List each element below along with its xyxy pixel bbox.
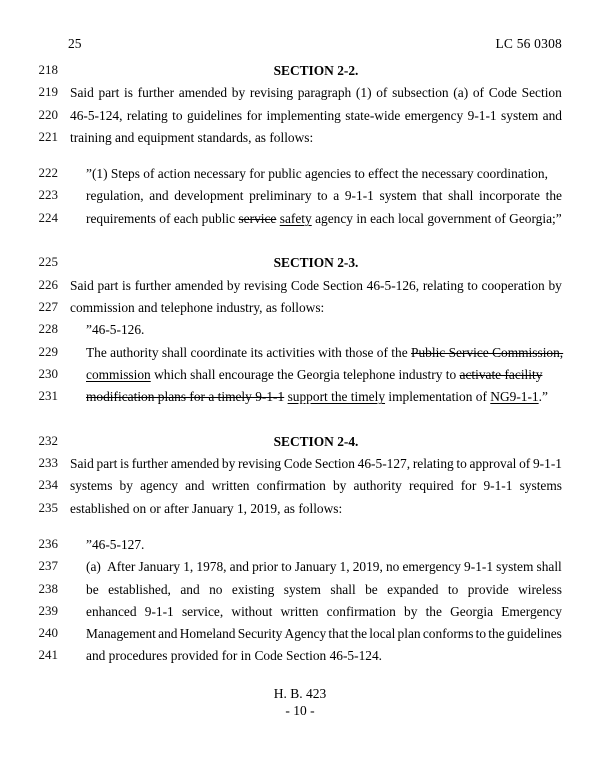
text-word: enhanced <box>86 603 137 619</box>
document-line <box>0 344 600 366</box>
document-line <box>0 254 600 276</box>
inserted-text: commission <box>86 366 151 382</box>
line-number: 234 <box>38 477 58 493</box>
text-word: further <box>137 85 175 101</box>
line-text <box>70 129 562 147</box>
document-line <box>0 321 600 343</box>
text-word: emergency <box>404 107 464 123</box>
text-word: revising <box>243 277 288 293</box>
text-word: 9-1-1 <box>464 559 494 575</box>
text-word: systems <box>70 478 113 494</box>
line-text <box>86 344 562 362</box>
text-word: the <box>545 188 562 204</box>
text-run: requirements of each public <box>86 210 239 226</box>
text-word: to <box>447 581 459 597</box>
text-word: no <box>209 581 223 597</box>
document-line <box>0 558 600 580</box>
line-text <box>86 321 562 339</box>
text-word: January <box>138 559 181 575</box>
text-word: of <box>519 456 531 472</box>
line-number: 222 <box>38 165 58 181</box>
text-word: 46-5-127, <box>357 456 411 472</box>
line-text <box>86 581 562 599</box>
text-word: guidelines <box>506 626 562 642</box>
document-line <box>0 107 600 129</box>
text-word: shall <box>330 581 356 597</box>
text-word: revising <box>237 456 282 472</box>
line-number: 231 <box>38 388 58 404</box>
line-number: 227 <box>38 298 58 314</box>
text-word: the <box>425 603 442 619</box>
text-word: relating <box>126 107 168 123</box>
text-word: After <box>107 559 136 575</box>
text-word: by <box>221 456 236 472</box>
line-spacer <box>0 151 600 165</box>
document-line <box>0 500 600 522</box>
text-run: ˮ46-5-127. <box>86 536 145 552</box>
document-line <box>0 366 600 388</box>
text-word: to <box>317 188 328 204</box>
text-word: cooperation <box>481 277 545 293</box>
text-word: for <box>460 478 477 494</box>
text-word: 46-5-126, <box>366 277 420 293</box>
text-word: is <box>120 456 129 472</box>
text-run: agency in each local government of Georgia;ˮ <box>311 210 562 226</box>
text-word: 9-1-1 <box>144 603 174 619</box>
text-word: part <box>96 456 118 472</box>
document-line <box>0 625 600 647</box>
text-word: prior <box>252 559 279 575</box>
text-word: local <box>369 626 396 642</box>
text-word: Georgia <box>450 603 494 619</box>
text-word: to <box>281 559 292 575</box>
text-word: Said <box>70 456 94 472</box>
text-word: 9-1-1 <box>467 107 497 123</box>
text-word: system <box>379 188 417 204</box>
line-number: 235 <box>38 499 58 515</box>
text-word: guidelines <box>187 107 243 123</box>
text-word: amended <box>174 277 224 293</box>
text-word: incorporate <box>479 188 540 204</box>
text-word: relating <box>422 277 464 293</box>
text-word: be <box>365 581 378 597</box>
line-text <box>86 647 562 665</box>
line-spacer <box>0 232 600 254</box>
header-document-code: LC 56 0308 <box>495 36 562 51</box>
footer-bill-number: H. B. 423 <box>273 686 327 701</box>
text-run: commission and telephone industry, as follows: <box>70 299 325 315</box>
section-heading <box>70 62 562 80</box>
text-word: Code <box>283 456 313 472</box>
text-word: service, <box>181 603 224 619</box>
text-word: no <box>385 559 400 575</box>
text-run: ˮ46-5-126. <box>86 322 145 338</box>
line-spacer <box>0 410 600 432</box>
footer-page-label: - 10 - <box>285 703 315 718</box>
document-line <box>0 647 600 669</box>
text-word: Said <box>70 277 94 293</box>
document-line <box>0 129 600 151</box>
line-text <box>86 366 562 384</box>
inserted-text: NG9-1-1 <box>490 389 539 405</box>
text-word: revising <box>249 85 294 101</box>
text-word: Security <box>237 626 283 642</box>
text-word: emergency <box>402 559 461 575</box>
text-word: wireless <box>518 581 562 597</box>
section-heading <box>70 433 562 451</box>
text-word: amended <box>170 456 220 472</box>
text-word: be <box>86 581 99 597</box>
text-run: implementation of <box>385 389 491 405</box>
text-word: Code <box>488 85 517 101</box>
line-number: 236 <box>38 535 58 551</box>
line-number: 219 <box>38 84 58 100</box>
text-word: 1, <box>183 559 194 575</box>
text-word: Emergency <box>501 603 562 619</box>
document-line <box>0 388 600 410</box>
text-word: of <box>376 85 388 101</box>
line-number: 226 <box>38 276 58 292</box>
text-word: established, <box>108 581 171 597</box>
text-word: 2019, <box>352 559 383 575</box>
line-number: 241 <box>38 647 58 663</box>
text-word: system <box>496 559 534 575</box>
text-word: of <box>472 85 485 101</box>
line-text <box>86 210 562 228</box>
text-word: January <box>294 559 337 575</box>
text-word: relating <box>412 456 454 472</box>
line-number: 229 <box>38 343 58 359</box>
line-number: 221 <box>38 128 58 144</box>
text-word: Homeland <box>179 626 236 642</box>
text-word: paragraph <box>297 85 352 101</box>
text-word: required <box>408 478 454 494</box>
text-word: 1978, <box>196 559 227 575</box>
text-word: 46-5-124, <box>70 107 123 123</box>
text-word: by <box>332 478 347 494</box>
text-word: confirmation <box>256 478 326 494</box>
text-word: confirmation <box>326 603 396 619</box>
text-run: established on or after January 1, 2019, as follows: <box>70 500 343 516</box>
text-word: systems <box>519 478 562 494</box>
text-word: by <box>548 277 562 293</box>
text-word: by <box>231 85 246 101</box>
struck-text: service <box>238 210 277 226</box>
text-word: without <box>231 603 273 619</box>
text-word: plan <box>397 626 421 642</box>
text-word: agency <box>140 478 178 494</box>
line-text <box>86 187 562 205</box>
text-run: SECTION 2-2. <box>273 63 359 78</box>
line-text <box>70 455 562 473</box>
document-line <box>0 165 600 187</box>
line-number: 240 <box>38 625 58 641</box>
text-run: .ˮ <box>538 389 548 405</box>
text-word: regulation, <box>86 188 144 204</box>
document-line <box>0 277 600 299</box>
document-line <box>0 62 600 84</box>
text-word: approval <box>469 456 517 472</box>
section-heading <box>70 254 562 272</box>
text-run: which shall encourage the Georgia telephone industry to <box>150 366 460 382</box>
document-line <box>0 84 600 106</box>
line-number: 237 <box>38 558 58 574</box>
inserted-text: support the timely <box>287 389 386 405</box>
text-word: that <box>328 626 349 642</box>
text-word: preliminary <box>249 188 312 204</box>
line-text <box>70 299 562 317</box>
line-text <box>70 107 562 125</box>
text-run: SECTION 2-4. <box>273 433 359 449</box>
struck-text: modification plans for a timely 9-1-1 <box>86 389 285 405</box>
document-body <box>0 62 600 670</box>
text-run: SECTION 2-3. <box>273 255 359 271</box>
line-number: 224 <box>38 209 58 225</box>
line-number: 225 <box>38 254 58 270</box>
line-text <box>86 558 562 576</box>
line-number: 218 <box>38 62 58 77</box>
text-word: expanded <box>387 581 439 597</box>
text-word: state-wide <box>345 107 401 123</box>
text-word: (a) <box>86 559 101 575</box>
header-page-number: 25 <box>68 36 82 51</box>
line-number: 233 <box>38 455 58 471</box>
text-word: conforms <box>422 626 474 642</box>
text-word: Section <box>322 277 363 293</box>
line-number: 239 <box>38 602 58 618</box>
text-word: and <box>158 626 178 642</box>
text-word: and <box>229 559 249 575</box>
struck-text: Public Service Commission, <box>411 344 564 360</box>
text-word: system <box>501 107 539 123</box>
text-word: existing <box>231 581 275 597</box>
document-line <box>0 187 600 209</box>
text-run: training and equipment standards, as follows: <box>70 129 314 145</box>
text-word: Section <box>521 85 562 101</box>
text-word: further <box>131 456 169 472</box>
document-line <box>0 603 600 625</box>
text-word: is <box>124 85 133 101</box>
line-text <box>70 500 562 518</box>
text-word: is <box>122 277 131 293</box>
line-text <box>70 277 562 295</box>
line-text <box>86 165 562 183</box>
text-word: the <box>350 626 368 642</box>
text-word: shall <box>448 188 474 204</box>
text-word: Management <box>86 626 156 642</box>
text-word: part <box>98 85 120 101</box>
line-number: 223 <box>38 187 58 203</box>
text-word: to <box>172 107 183 123</box>
text-word: further <box>134 277 172 293</box>
text-word: and <box>542 107 562 123</box>
page-header <box>0 36 600 56</box>
text-run: and procedures provided for in Code Section 46-5-124. <box>86 648 383 664</box>
text-word: implementing <box>266 107 341 123</box>
line-text <box>86 625 562 643</box>
text-word: Said <box>70 85 94 101</box>
text-word: (1) <box>355 85 372 101</box>
struck-text: activate facility <box>459 366 543 382</box>
text-word: 9-1-1 <box>483 478 513 494</box>
line-text <box>70 477 562 495</box>
text-word: development <box>174 188 244 204</box>
text-word: 9-1-1 <box>344 188 374 204</box>
text-word: by <box>119 478 133 494</box>
line-number: 232 <box>38 432 58 448</box>
text-word: Agency <box>284 626 327 642</box>
document-line <box>0 477 600 499</box>
text-word: and <box>185 478 205 494</box>
text-run: ˮ(1) Steps of action necessary for public agencies to effect the necessary coordination, <box>86 166 548 182</box>
document-line <box>0 210 600 232</box>
text-run: The authority shall coordinate its activities with those of the <box>86 344 412 360</box>
document-line <box>0 299 600 321</box>
line-text <box>70 84 562 102</box>
text-word: and <box>149 188 169 204</box>
text-word: 1, <box>339 559 350 575</box>
text-word: written <box>280 603 319 619</box>
line-text <box>86 388 562 406</box>
text-word: written <box>211 478 250 494</box>
line-number: 228 <box>38 321 58 337</box>
text-word: (a) <box>453 85 469 101</box>
line-spacer <box>0 522 600 536</box>
text-word: to <box>456 456 467 472</box>
line-number: 238 <box>38 580 58 596</box>
text-word: amended <box>178 85 228 101</box>
text-word: provide <box>467 581 509 597</box>
text-word: system <box>283 581 321 597</box>
document-line <box>0 581 600 603</box>
text-word: for <box>246 107 263 123</box>
text-word: the <box>488 626 505 642</box>
line-text <box>86 603 562 621</box>
inserted-text: safety <box>279 210 312 226</box>
document-line <box>0 536 600 558</box>
text-word: subsection <box>392 85 449 101</box>
text-word: a <box>333 188 340 204</box>
text-word: 9-1-1 <box>532 456 562 472</box>
line-number: 220 <box>38 106 58 122</box>
line-number: 230 <box>38 365 58 381</box>
text-word: Code <box>290 277 320 293</box>
document-line <box>0 455 600 477</box>
text-word: by <box>226 277 241 293</box>
text-word: shall <box>536 559 562 575</box>
text-word: by <box>404 603 418 619</box>
line-text <box>86 536 562 554</box>
text-word: to <box>467 277 478 293</box>
text-word: part <box>97 277 119 293</box>
text-word: to <box>475 626 487 642</box>
document-line <box>0 433 600 455</box>
text-word: Section <box>314 456 355 472</box>
text-word: authority <box>353 478 402 494</box>
text-word: and <box>180 581 200 597</box>
text-word: that <box>422 188 443 204</box>
